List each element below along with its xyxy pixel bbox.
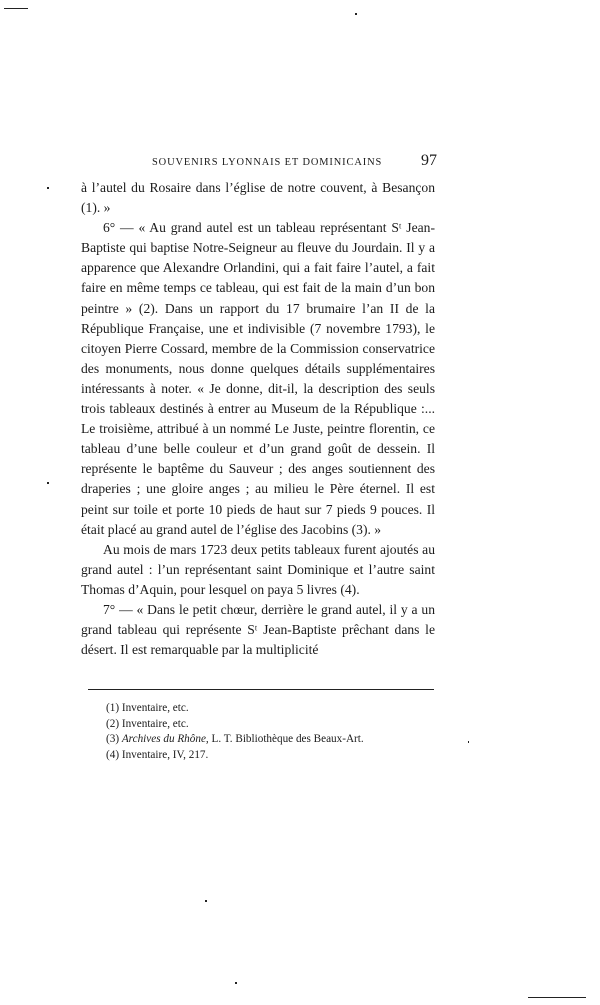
footnote-number: (3) xyxy=(106,733,120,745)
footnote-number: (2) xyxy=(106,717,120,730)
scan-mark-top-left xyxy=(4,8,28,9)
scan-speck xyxy=(235,982,237,984)
scan-mark-bottom-right xyxy=(528,997,586,998)
body-text xyxy=(81,178,435,660)
footnote-text: Inventaire, etc. xyxy=(121,717,189,730)
footnote-rule xyxy=(88,689,434,690)
scan-speck xyxy=(468,741,469,743)
paragraph: 7° — « Dans le petit chœur, derrière le grand autel, il y a un grand tableau qui représente Sᵗ Jean-Baptiste prêchant dans le désert. Il est remarquable par la multiplicité xyxy=(81,601,435,658)
footnote-text: Inventaire, etc. xyxy=(121,702,189,714)
footnote-number: (1) xyxy=(106,702,120,714)
scan-speck xyxy=(205,900,207,902)
footnote xyxy=(106,702,436,718)
scan-speck xyxy=(47,482,49,484)
paragraph: Au mois de mars 1723 deux petits tableaux furent ajoutés au grand autel : l’un représentant saint Dominique et l’autre saint Thomas d’Aquin, pour lesquel on paya 5 livres (4). xyxy=(81,541,435,597)
footnote xyxy=(106,733,436,749)
footnote-number: (4) xyxy=(106,748,120,761)
running-title: SOUVENIRS LYONNAIS ET DOMINICAINS xyxy=(152,157,383,168)
paragraph: à l’autel du Rosaire dans l’église de notre couvent, à Besançon (1). » xyxy=(81,180,435,216)
scan-speck xyxy=(355,13,357,15)
footnote-text: L. T. Bibliothèque des Beaux-Art. xyxy=(211,733,364,745)
footnote xyxy=(106,749,436,765)
page-number: 97 xyxy=(421,152,437,169)
footnote-source-title: Archives du Rhône, xyxy=(121,733,209,745)
scan-speck xyxy=(47,187,49,189)
footnote xyxy=(106,718,436,734)
paragraph: 6° — « Au grand autel est un tableau représentant Sᵗ Jean-Baptiste qui baptise Notre-Seigneur au fleuve du Jourdain. Il y a apparence que Alexandre Orlandini, qui a fait faire l’autel, a fait faire en même temps ce tableau, qui est fait de la main d’un bon peintre » (2). Dans un rapport du 17 brumaire l’an II de la République Française, une et indivisible (7 novembre 1793), le citoyen Pierre Cossard, membre de la Commission conservatrice des monuments, nous donne quelques détails supplémentaires intéressants à noter. « Je donne, dit-il, la description des seuls trois tableaux destinés à entrer au Museum de la République :... Le troisième, attribué à un nommé Le Juste, peintre florentin, ce tableau d’une belle couleur et d’un grand goût de dessein. Il représente le baptême du Sauveur ; des anges soutiennent des draperies ; une gloire anges ; au milieu le Père éternel. Il est peint sur toile et porte 10 pieds de haut sur 7 pieds 9 pouces. Il était placé au grand autel de l’église des Jacobins (3). » xyxy=(81,220,435,537)
footnotes xyxy=(106,702,436,764)
footnote-text: Inventaire, IV, 217. xyxy=(121,748,209,761)
page-header xyxy=(152,152,437,170)
